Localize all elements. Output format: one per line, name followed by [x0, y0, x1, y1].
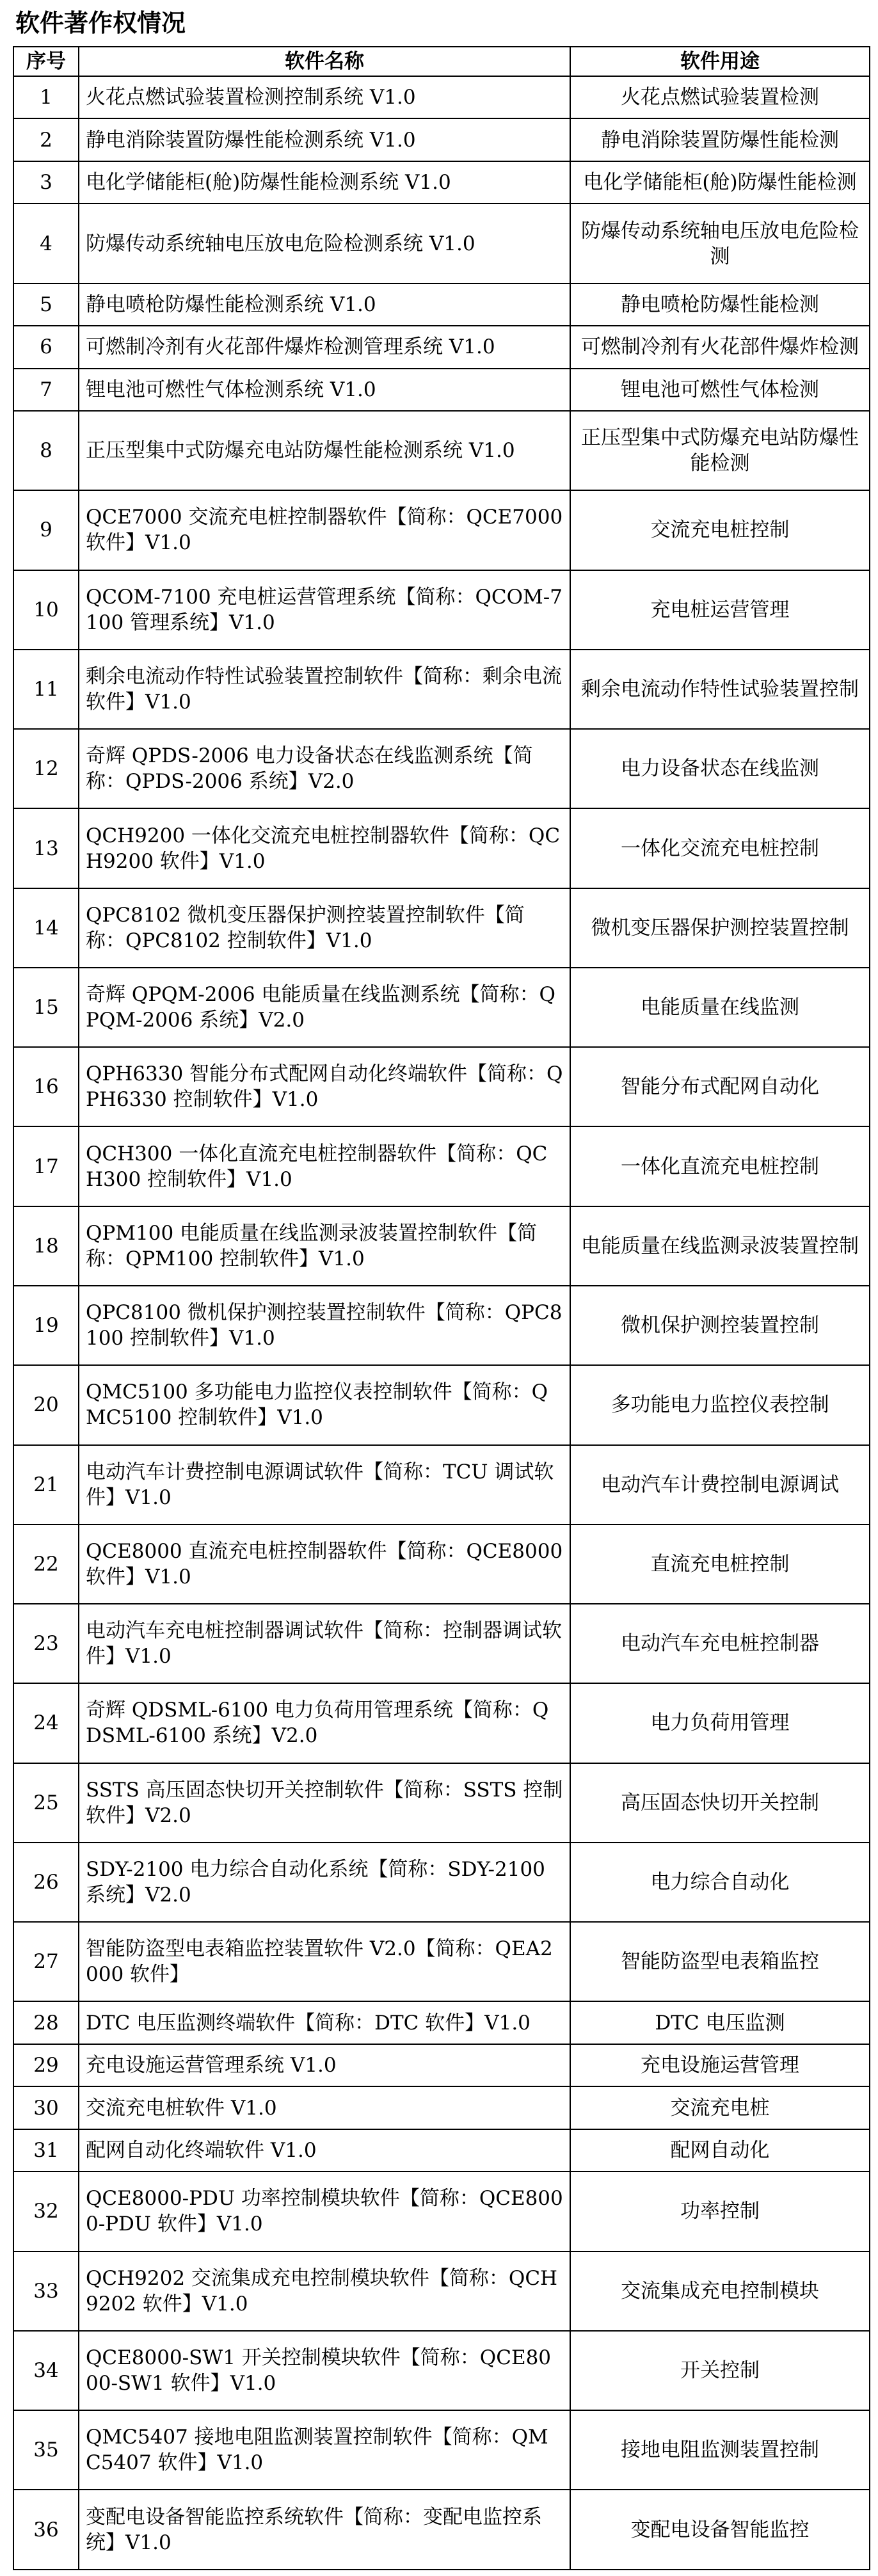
software-use: 多功能电力监控仪表控制 [570, 1365, 870, 1444]
software-name: SDY-2100 电力综合自动化系统【简称：SDY-2100 系统】V2.0 [79, 1843, 570, 1922]
row-number: 19 [13, 1286, 79, 1365]
table-row [13, 284, 870, 326]
software-use: DTC 电压监测 [570, 2001, 870, 2044]
table-row [13, 1126, 870, 1206]
software-use: 防爆传动系统轴电压放电危险检测 [570, 204, 870, 283]
software-name: QMC5407 接地电阻监测装置控制软件【简称：QMC5407 软件】V1.0 [79, 2410, 570, 2490]
table-row [13, 369, 870, 411]
table-row [13, 570, 870, 650]
table-row [13, 2331, 870, 2410]
software-name: 电动汽车充电桩控制器调试软件【简称：控制器调试软件】V1.0 [79, 1604, 570, 1683]
row-number: 16 [13, 1047, 79, 1126]
row-number: 29 [13, 2044, 79, 2086]
row-number: 32 [13, 2172, 79, 2251]
software-name: QCOM-7100 充电桩运营管理系统【简称：QCOM-7100 管理系统】V1.0 [79, 570, 570, 650]
software-use: 交流充电桩控制 [570, 490, 870, 570]
table-row [13, 1365, 870, 1444]
row-number: 22 [13, 1524, 79, 1604]
row-number: 17 [13, 1126, 79, 1206]
table-row [13, 650, 870, 729]
row-number: 30 [13, 2086, 79, 2129]
software-name: 锂电池可燃性气体检测系统 V1.0 [79, 369, 570, 411]
software-name: QCH9200 一体化交流充电桩控制器软件【简称：QCH9200 软件】V1.0 [79, 808, 570, 888]
software-name: 交流充电桩软件 V1.0 [79, 2086, 570, 2129]
software-use: 智能分布式配网自动化 [570, 1047, 870, 1126]
row-number: 36 [13, 2490, 79, 2570]
table-row [13, 411, 870, 490]
row-number: 4 [13, 204, 79, 283]
row-number: 33 [13, 2252, 79, 2331]
table-row [13, 1286, 870, 1365]
software-use: 交流集成充电控制模块 [570, 2252, 870, 2331]
software-use: 直流充电桩控制 [570, 1524, 870, 1604]
table-row [13, 808, 870, 888]
software-name: QPC8102 微机变压器保护测控装置控制软件【简称：QPC8102 控制软件】V1.0 [79, 888, 570, 968]
software-use: 静电消除装置防爆性能检测 [570, 118, 870, 161]
row-number: 14 [13, 888, 79, 968]
software-use: 电力负荷用管理 [570, 1683, 870, 1763]
table-row [13, 204, 870, 283]
row-number: 27 [13, 1922, 79, 2001]
software-name: 奇辉 QPQM-2006 电能质量在线监测系统【简称：QPQM-2006 系统】V2.0 [79, 968, 570, 1047]
software-name: QPH6330 智能分布式配网自动化终端软件【简称：QPH6330 控制软件】V1.0 [79, 1047, 570, 1126]
software-use: 电动汽车充电桩控制器 [570, 1604, 870, 1683]
software-name: 电动汽车计费控制电源调试软件【简称：TCU 调试软件】V1.0 [79, 1445, 570, 1524]
software-name: 电化学储能柜(舱)防爆性能检测系统 V1.0 [79, 161, 570, 204]
row-number: 2 [13, 118, 79, 161]
row-number: 10 [13, 570, 79, 650]
software-use: 电能质量在线监测录波装置控制 [570, 1206, 870, 1286]
software-name: 变配电设备智能监控系统软件【简称：变配电监控系统】V1.0 [79, 2490, 570, 2570]
software-use: 微机保护测控装置控制 [570, 1286, 870, 1365]
software-use: 电力设备状态在线监测 [570, 729, 870, 808]
table-row [13, 490, 870, 570]
software-use: 智能防盗型电表箱监控 [570, 1922, 870, 2001]
software-name: QPM100 电能质量在线监测录波装置控制软件【简称：QPM100 控制软件】V1.0 [79, 1206, 570, 1286]
software-use: 电动汽车计费控制电源调试 [570, 1445, 870, 1524]
table-row [13, 888, 870, 968]
software-use: 开关控制 [570, 2331, 870, 2410]
software-name: 充电设施运营管理系统 V1.0 [79, 2044, 570, 2086]
table-row [13, 2490, 870, 2570]
table-row [13, 1047, 870, 1126]
table-header-row [13, 47, 870, 76]
row-number: 12 [13, 729, 79, 808]
software-name: 可燃制冷剂有火花部件爆炸检测管理系统 V1.0 [79, 326, 570, 368]
copyright-table [13, 46, 870, 2570]
software-name: 静电喷枪防爆性能检测系统 V1.0 [79, 284, 570, 326]
software-name: 奇辉 QPDS-2006 电力设备状态在线监测系统【简称：QPDS-2006 系统】V2.0 [79, 729, 570, 808]
table-row [13, 2001, 870, 2044]
row-number: 28 [13, 2001, 79, 2044]
row-number: 34 [13, 2331, 79, 2410]
table-row [13, 1763, 870, 1843]
row-number: 20 [13, 1365, 79, 1444]
software-name: 防爆传动系统轴电压放电危险检测系统 V1.0 [79, 204, 570, 283]
table-row [13, 118, 870, 161]
software-use: 静电喷枪防爆性能检测 [570, 284, 870, 326]
software-name: 剩余电流动作特性试验装置控制软件【简称：剩余电流软件】V1.0 [79, 650, 570, 729]
software-name: 智能防盗型电表箱监控装置软件 V2.0【简称：QEA2000 软件】 [79, 1922, 570, 2001]
software-use: 一体化直流充电桩控制 [570, 1126, 870, 1206]
software-use: 充电设施运营管理 [570, 2044, 870, 2086]
software-name: 奇辉 QDSML-6100 电力负荷用管理系统【简称：QDSML-6100 系统】V2.0 [79, 1683, 570, 1763]
table-row [13, 1206, 870, 1286]
row-number: 21 [13, 1445, 79, 1524]
row-number: 13 [13, 808, 79, 888]
software-use: 一体化交流充电桩控制 [570, 808, 870, 888]
software-use: 火花点燃试验装置检测 [570, 76, 870, 118]
software-use: 微机变压器保护测控装置控制 [570, 888, 870, 968]
row-number: 15 [13, 968, 79, 1047]
software-use: 可燃制冷剂有火花部件爆炸检测 [570, 326, 870, 368]
software-name: DTC 电压监测终端软件【简称：DTC 软件】V1.0 [79, 2001, 570, 2044]
page-title: 软件著作权情况 [15, 9, 186, 37]
row-number: 23 [13, 1604, 79, 1683]
table-row [13, 1604, 870, 1683]
row-number: 6 [13, 326, 79, 368]
row-number: 1 [13, 76, 79, 118]
table-row [13, 2044, 870, 2086]
table-row [13, 2172, 870, 2251]
software-name: QCH9202 交流集成充电控制模块软件【简称：QCH9202 软件】V1.0 [79, 2252, 570, 2331]
software-name: QCE8000-SW1 开关控制模块软件【简称：QCE8000-SW1 软件】V1.0 [79, 2331, 570, 2410]
software-name: SSTS 高压固态快切开关控制软件【简称：SSTS 控制软件】V2.0 [79, 1763, 570, 1843]
table-row [13, 326, 870, 368]
header-use: 软件用途 [570, 47, 870, 76]
software-use: 交流充电桩 [570, 2086, 870, 2129]
row-number: 8 [13, 411, 79, 490]
header-name: 软件名称 [79, 47, 570, 76]
table-row [13, 1843, 870, 1922]
software-name: 火花点燃试验装置检测控制系统 V1.0 [79, 76, 570, 118]
row-number: 25 [13, 1763, 79, 1843]
table-row [13, 2410, 870, 2490]
table-row [13, 1524, 870, 1604]
table-row [13, 1445, 870, 1524]
software-use: 变配电设备智能监控 [570, 2490, 870, 2570]
row-number: 7 [13, 369, 79, 411]
software-use: 接地电阻监测装置控制 [570, 2410, 870, 2490]
software-use: 充电桩运营管理 [570, 570, 870, 650]
table-row [13, 76, 870, 118]
software-name: QMC5100 多功能电力监控仪表控制软件【简称：QMC5100 控制软件】V1.0 [79, 1365, 570, 1444]
software-name: QCE8000 直流充电桩控制器软件【简称：QCE8000 软件】V1.0 [79, 1524, 570, 1604]
software-use: 电能质量在线监测 [570, 968, 870, 1047]
row-number: 31 [13, 2129, 79, 2172]
table-row [13, 2086, 870, 2129]
row-number: 9 [13, 490, 79, 570]
row-number: 3 [13, 161, 79, 204]
row-number: 26 [13, 1843, 79, 1922]
software-name: 静电消除装置防爆性能检测系统 V1.0 [79, 118, 570, 161]
software-use: 功率控制 [570, 2172, 870, 2251]
software-name: 正压型集中式防爆充电站防爆性能检测系统 V1.0 [79, 411, 570, 490]
software-use: 高压固态快切开关控制 [570, 1763, 870, 1843]
software-use: 正压型集中式防爆充电站防爆性能检测 [570, 411, 870, 490]
row-number: 5 [13, 284, 79, 326]
software-use: 电力综合自动化 [570, 1843, 870, 1922]
software-use: 配网自动化 [570, 2129, 870, 2172]
row-number: 18 [13, 1206, 79, 1286]
header-no: 序号 [13, 47, 79, 76]
software-use: 锂电池可燃性气体检测 [570, 369, 870, 411]
software-name: QCH300 一体化直流充电桩控制器软件【简称：QCH300 控制软件】V1.0 [79, 1126, 570, 1206]
row-number: 35 [13, 2410, 79, 2490]
software-use: 电化学储能柜(舱)防爆性能检测 [570, 161, 870, 204]
table-row [13, 1922, 870, 2001]
table-row [13, 729, 870, 808]
table-row [13, 2129, 870, 2172]
row-number: 24 [13, 1683, 79, 1763]
table-row [13, 1683, 870, 1763]
table-row [13, 968, 870, 1047]
table-row [13, 161, 870, 204]
software-name: QCE8000-PDU 功率控制模块软件【简称：QCE8000-PDU 软件】V1.0 [79, 2172, 570, 2251]
table-row [13, 2252, 870, 2331]
software-use: 剩余电流动作特性试验装置控制 [570, 650, 870, 729]
software-name: QCE7000 交流充电桩控制器软件【简称：QCE7000 软件】V1.0 [79, 490, 570, 570]
row-number: 11 [13, 650, 79, 729]
software-name: QPC8100 微机保护测控装置控制软件【简称：QPC8100 控制软件】V1.0 [79, 1286, 570, 1365]
software-name: 配网自动化终端软件 V1.0 [79, 2129, 570, 2172]
